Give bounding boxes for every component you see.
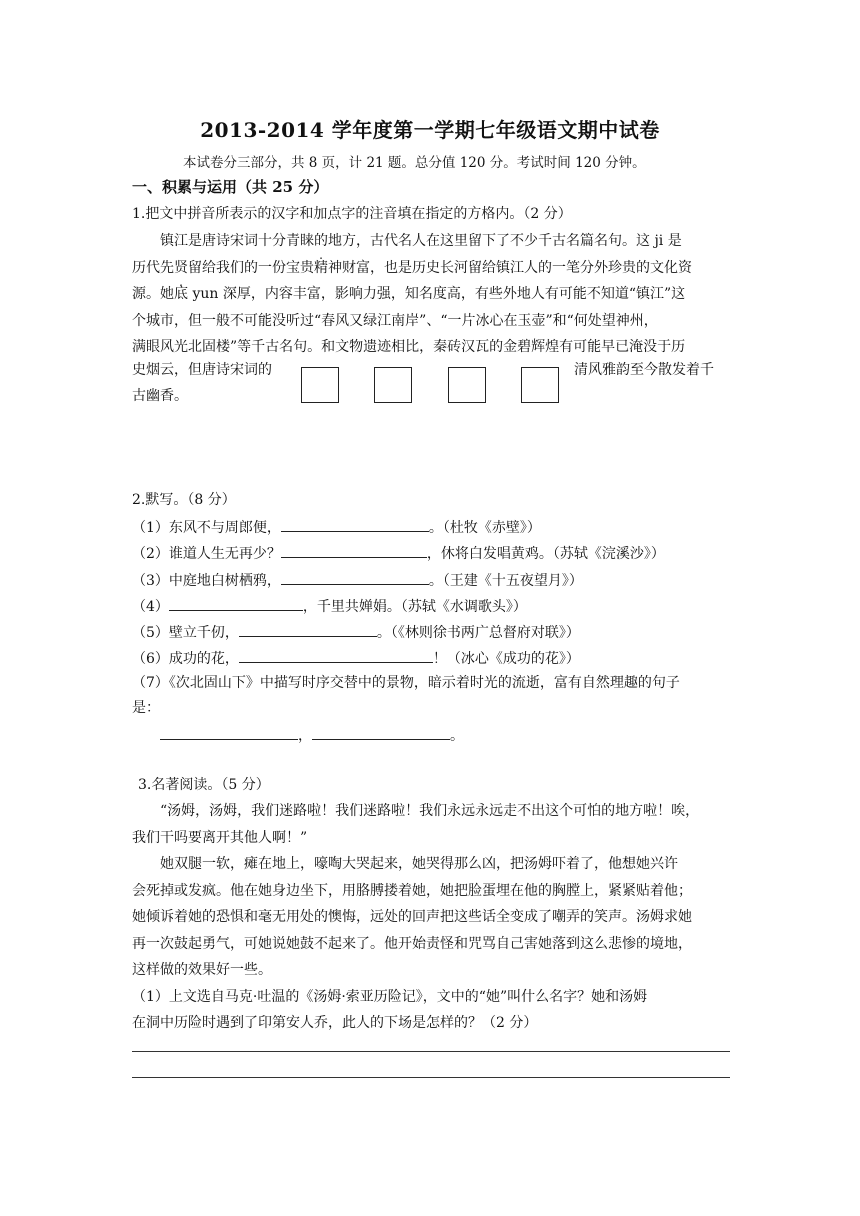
dotted-character: 睐 <box>300 233 314 249</box>
answer-box[interactable] <box>301 367 339 403</box>
page-title: 2013-2014 学年度第一学期七年级语文期中试卷 <box>200 118 660 142</box>
dictation-item-7: （7）《次北固山下》中描写时序交替中的景物，暗示着时光的流逝，富有自然理趣的句子 <box>132 675 680 691</box>
passage-line: 这样做的效果好一些。 <box>132 962 272 978</box>
question-1-passage <box>132 228 730 361</box>
sub-question-line: 在洞中历险时遇到了印第安人乔，此人的下场是怎样的？（2 分） <box>132 1015 538 1031</box>
exam-instructions: 本试卷分三部分，共 8 页，计 21 题。总分值 120 分。考试时间 120 分钟。 <box>183 155 646 171</box>
question-1-prompt: 1.把文中拼音所表示的汉字和加点字的注音填在指定的方格内。（2 分） <box>132 206 572 222</box>
answer-box[interactable] <box>521 367 559 403</box>
answer-line[interactable] <box>132 1051 730 1052</box>
text-run: 镇江是唐诗宋词十分青 <box>160 233 300 249</box>
text-run: ，千里共婵娟。（苏轼《水调歌头》） <box>302 599 527 615</box>
passage-line: 满眼风光北固楼”等千古名句。和文物遗迹相比，秦砖汉瓦的金碧辉煌有可能早已淹没于历 <box>132 339 686 355</box>
passage-line: 个城市，但一般不可能没听过“春风又绿江南岸”、“一片冰心在玉壶”和“何处望神州， <box>132 312 658 329</box>
answer-blank[interactable] <box>160 724 298 740</box>
passage-line: 清风雅韵至今散发着千 <box>574 362 714 378</box>
passage-line <box>132 228 730 255</box>
dictation-item-5 <box>132 621 580 643</box>
text-run: 。（王建《十五夜望月》） <box>428 573 583 589</box>
passage-line: “汤姆，汤姆，我们迷路啦！我们迷路啦！我们永远永远走不出这个可怕的地方啦！唉， <box>160 803 700 819</box>
dictation-item-2 <box>132 542 665 564</box>
dictation-item-4 <box>132 595 527 617</box>
text-run: 。（杜牧《赤壁》） <box>428 520 541 536</box>
text-run: ，休将白发唱黄鸡。（苏轼《浣溪沙》） <box>426 546 665 562</box>
sub-question-line: （1）上文选自马克·吐温的《汤姆·索亚历险记》，文中的“她”叫什么名字？她和汤姆 <box>132 988 648 1005</box>
answer-box[interactable] <box>374 367 412 403</box>
answer-blank[interactable] <box>239 647 433 663</box>
text-run: （4） <box>132 599 169 615</box>
answer-blank[interactable] <box>281 569 429 585</box>
dictation-item-3 <box>132 569 583 591</box>
text-run: （1）东风不与周郎便， <box>132 520 281 536</box>
answer-blank[interactable] <box>281 542 427 558</box>
passage-line <box>132 255 730 282</box>
section-heading: 一、积累与运用（共 25 分） <box>132 178 329 196</box>
question-3-passage <box>132 798 730 1037</box>
text-run: 。（《林则徐书两广总督府对联》） <box>376 625 580 641</box>
passage-line: 我们干吗要离开其他人啊！” <box>132 829 308 846</box>
dictation-item-1 <box>132 516 541 538</box>
answer-line[interactable] <box>132 1077 730 1078</box>
passage-line: 她双腿一软，瘫在地上，嚎啕大哭起来，她哭得那么凶，把汤姆吓着了，他想她兴许 <box>160 856 678 872</box>
text-run: 留给我们的一份宝贵精神财富，也是历史长河留给镇江人的一笔分外珍贵的文化资 <box>188 259 692 276</box>
text-run: （2）谁道人生无再少？ <box>132 546 281 562</box>
passage-line: 源。她底 yun 深厚，内容丰富，影响力强，知名度高，有些外地人有可能不知道“镇江”这 <box>132 286 686 302</box>
dictation-item-7-cont: 是： <box>132 700 160 716</box>
dictation-item-7-answers <box>160 724 464 746</box>
answer-blank[interactable] <box>281 516 429 532</box>
text-run: 的地方，古代名人在这里留下了不少千古名篇名句。这 ji 是 <box>314 233 682 249</box>
passage-line: 史烟云，但唐诗宋词的 <box>132 362 272 378</box>
answer-blank[interactable] <box>239 621 377 637</box>
text-run: 。 <box>450 728 464 744</box>
passage-line: 会死掉或发疯。他在她身边坐下，用胳膊搂着她，她把脸蛋埋在他的胸膛上，紧紧贴着他； <box>132 882 692 899</box>
answer-blank[interactable] <box>169 595 303 611</box>
text-run: （6）成功的花， <box>132 651 239 667</box>
dotted-character: 贤 <box>174 259 188 276</box>
passage-line: 她倾诉着她的恐惧和毫无用处的懊悔，远处的回声把这些话全变成了嘲弄的笑声。汤姆求她 <box>132 909 692 925</box>
text-run: ！（冰心《成功的花》） <box>432 651 580 667</box>
text-run: （5）壁立千仞， <box>132 625 239 641</box>
text-run: ， <box>298 728 312 744</box>
text-run: 历代先 <box>132 259 174 276</box>
answer-blank[interactable] <box>312 724 450 740</box>
text-run: （3）中庭地白树栖鸦， <box>132 573 281 589</box>
passage-line: 再一次鼓起勇气，可她说她鼓不起来了。他开始责怪和咒骂自己害她落到这么悲惨的境地， <box>132 935 692 952</box>
dictation-item-6 <box>132 647 580 669</box>
question-2-prompt: 2.默写。（8 分） <box>132 492 236 508</box>
answer-box[interactable] <box>448 367 486 403</box>
passage-line: 古幽香。 <box>132 388 188 404</box>
question-3-prompt: 3.名著阅读。（5 分） <box>138 777 270 793</box>
